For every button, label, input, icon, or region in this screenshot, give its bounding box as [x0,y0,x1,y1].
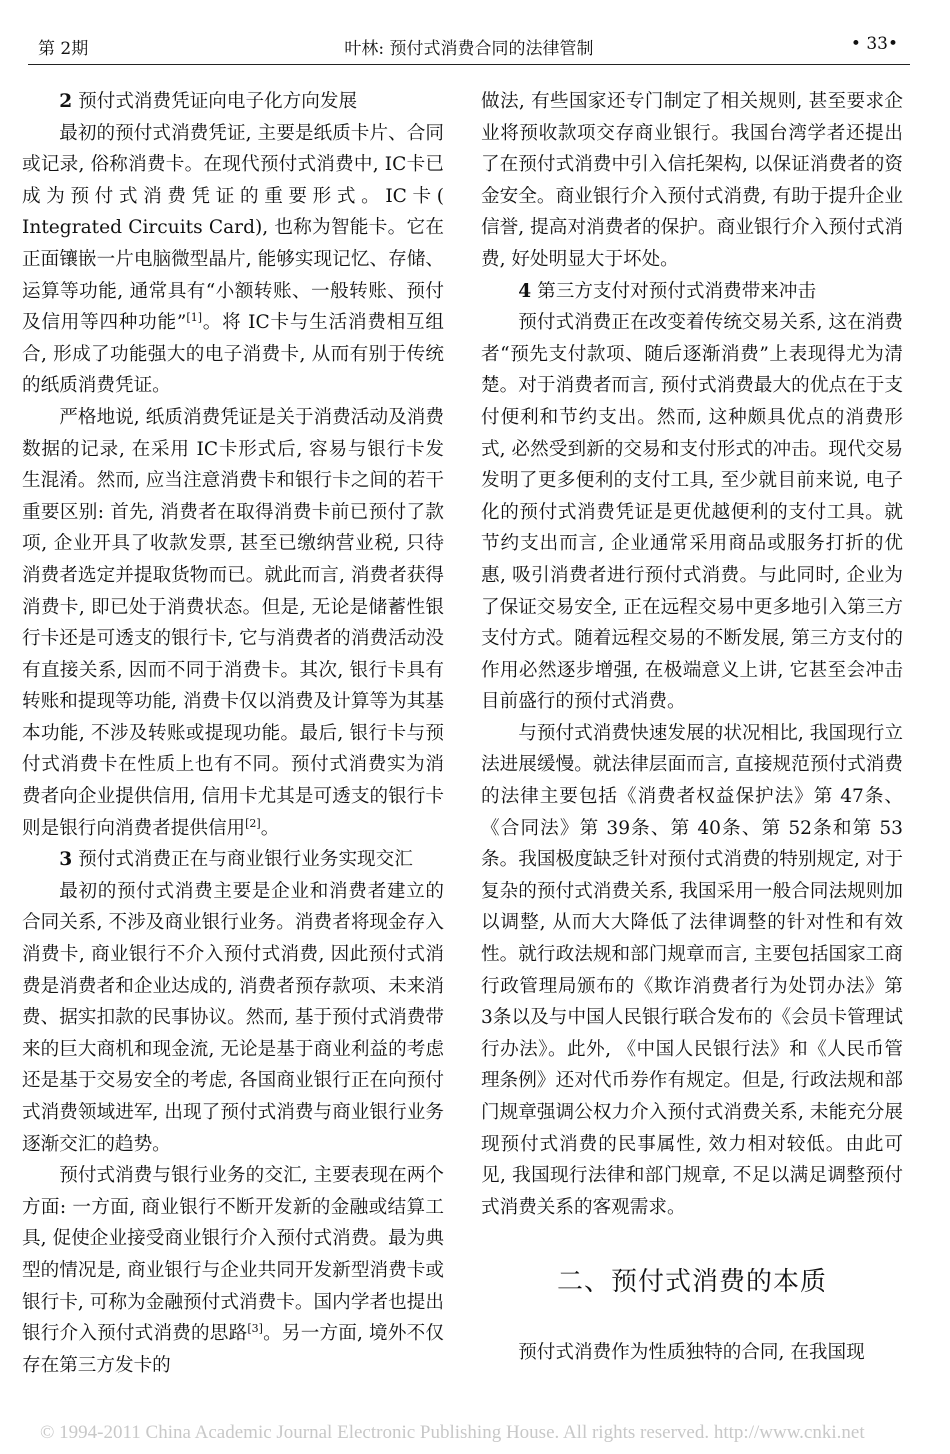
right-column [481,86,903,1369]
section-heading-3 [22,844,444,876]
section-title: 预付式消费正在与商业银行业务实现交汇 [78,849,413,871]
citation-ref: [2] [245,816,261,830]
section-heading-2 [22,86,444,118]
paragraph: 最初的预付式消费主要是企业和消费者建立的合同关系, 不涉及商业银行业务。消费者将现金存入消费卡, 商业银行不介入预付式消费, 因此预付式消费是消费者和企业达成的, 消费者预存款项、未来消费、据实扣款的民事协议。然而, 基于预付式消费带来的巨大商机和现金流, 无论是基于商业利益的考虑还是基于交易安全的考虑, 各国商业银行正在向预付式消费领域进军, 出现了预付式消费与商业银行业务逐渐交汇的趋势。 [22,880,444,1155]
paragraph-text: 预付式消费与银行业务的交汇, 主要表现在两个方面: 一方面, 商业银行不断开发新的金融或结算工具, 促使企业接受商业银行介入预付式消费。最为典型的情况是, 商业银行与企业共同开发新型消费卡或银行卡, 可称为金融预付式消费卡。国内学者也提出银行介入预付式消费的思路 [22,1165,444,1345]
header-divider [28,64,910,65]
section-number: 2 [59,91,73,112]
citation-ref: [3] [247,1321,263,1335]
paragraph-text: 。 [260,817,280,839]
section-number: 4 [518,280,532,302]
paragraph [22,1160,444,1381]
section-number: 3 [59,849,73,871]
section-title: 预付式消费凭证向电子化方向发展 [78,91,358,112]
paragraph-text: 。将 IC卡与生活消费相互组合, 形成了功能强大的电子消费卡, 从而有别于传统的纸质消费凭证。 [22,312,444,397]
paragraph [22,402,444,844]
paragraph: 预付式消费正在改变着传统交易关系, 这在消费者“预先支付款项、随后逐渐消费”上表现得尤为清楚。对于消费者而言, 预付式消费最大的优点在于支付便利和节约支出。然而, 这种颇具优点的消费形式, 必然受到新的交易和支付形式的冲击。现代交易发明了更多便利的支付工具, 至少就目前来说, 电子化的预付式消费凭证是更优越便利的支付工具。就节约支出而言, 企业通常采用商品或服务打折的优惠, 吸引消费者进行预付式消费。与此同时, 企业为了保证交易安全, 正在远程交易中更多地引入第三方支付方式。随着远程交易的不断发展, 第三方支付的作用必然逐步增强, 在极端意义上讲, 它甚至会冲击目前盛行的预付式消费。 [481,312,903,713]
page-header [30,34,908,62]
chapter-heading: 二、预付式消费的本质 [556,1267,827,1298]
citation-ref: [1] [186,310,202,324]
paragraph-continued: 做法, 有些国家还专门制定了相关规则, 甚至要求企业将预收款项交存商业银行。我国台湾学者还提出了在预付式消费中引入信托架构, 以保证消费者的资金安全。商业银行介入预付式消费, 有助于提升企业信誉, 提高对消费者的保护。商业银行介入预付式消费, 好处明显大于坏处。 [481,91,903,270]
paragraph-text: 严格地说, 纸质消费凭证是关于消费活动及消费数据的记录, 在采用 IC卡形式后, 容易与银行卡发生混淆。然而, 应当注意消费卡和银行卡之间的若干重要区别: 首先, 消费者在取得消费卡前已预付了款项, 企业开具了收款发票, 甚至已缴纳营业税, 只待消费者选定并提取货物而已。就此而言, 消费者获得消费卡, 即已处于消费状态。但是, 无论是储蓄性银行卡还是可透支的银行卡, 它与消费者的消费活动没有直接关系, 因而不同于消费卡。其次, 银行卡具有转账和提现等功能, 消费卡仅以消费及计算等为其基本功能, 不涉及转账或提现功能。最后, 银行卡与预付式消费卡在性质上也有不同。预付式消费实为消费者向企业提供信用, 信用卡尤其是可透支的银行卡则是银行向消费者提供信用 [22,406,444,839]
paragraph: 与预付式消费快速发展的状况相比, 我国现行立法进展缓慢。就法律层面而言, 直接规范预付式消费的法律主要包括《消费者权益保护法》第 47条、《合同法》第 39条、第 40条、第 52条和第 53条。我国极度缺乏针对预付式消费的特别规定, 对于复杂的预付式消费关系, 我国采用一般合同法规则加以调整, 从而大大降低了法律调整的针对性和有效性。就行政法规和部门规章而言, 主要包括国家工商行政管理局颁布的《欺诈消费者行为处罚办法》第 3条以及与中国人民银行联合发布的《会员卡管理试行办法》。此外, 《中国人民银行法》和《人民币管理条例》还对代币券作有规定。但是, 行政法规和部门规章强调公权力介入预付式消费关系, 未能充分展现预付式消费的民事属性, 效力相对较低。由此可见, 我国现行法律和部门规章, 不足以满足调整预付式消费关系的客观需求。 [481,722,903,1218]
paragraph-text: 最初的预付式消费凭证, 主要是纸质卡片、合同或记录, 俗称消费卡。在现代预付式消费中, IC卡已成为预付式消费凭证的重要形式。IC卡( Integrated Circuits Card), 也称为智能卡。它在正面镶嵌一片电脑微型晶片, 能够实现记忆、存储、运算等功能, 通常具有“小额转账、一般转账、预付及信用等四种功能” [22,122,444,334]
left-column [22,86,444,1381]
paragraph: 预付式消费作为性质独特的合同, 在我国现 [518,1341,865,1363]
copyright-watermark: © 1994-2011 China Academic Journal Electronic Publishing House. All rights reserved. http://www.cnki.net [40,1422,865,1443]
paragraph-text: 。另一方面, 境外不仅存在第三方发卡的 [22,1323,444,1376]
paragraph [22,118,444,402]
page-number: • 33• [850,34,898,54]
journal-issue: 第 2期 [38,39,89,59]
section-heading-4 [481,276,903,308]
running-title: 叶林: 预付式消费合同的法律管制 [344,39,594,59]
section-title: 第三方支付对预付式消费带来冲击 [537,280,817,302]
